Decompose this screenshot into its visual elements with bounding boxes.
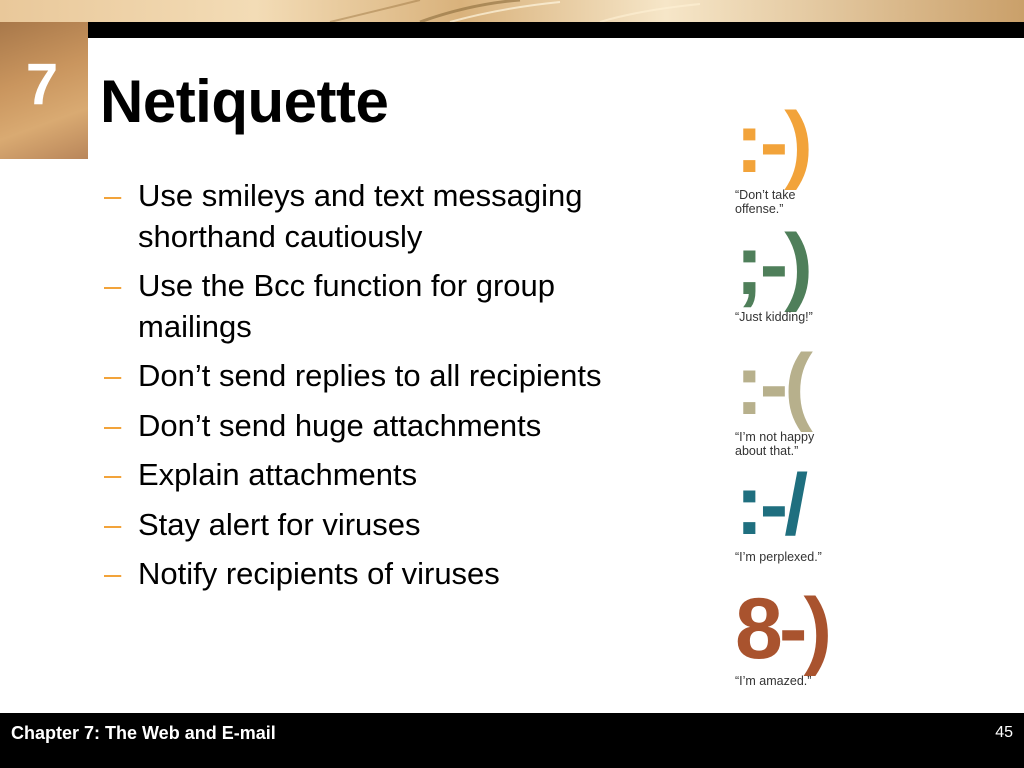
bullet-list — [100, 176, 620, 604]
bullet-text: Don’t send huge attachments — [138, 407, 542, 443]
smiley-face: ;-) — [735, 217, 809, 313]
smiley-caption: “I’m not happy about that.” — [735, 430, 815, 458]
smiley-wink — [735, 217, 813, 324]
bullet-text: Notify recipients of viruses — [138, 556, 500, 591]
smiley-amazed — [735, 581, 829, 688]
smiley-smile — [735, 95, 809, 216]
bullet-text: Use smileys and text messaging shorthand cautiously — [138, 178, 583, 254]
smiley-perplexed — [735, 457, 822, 564]
bullet-dash: – — [104, 506, 122, 542]
bullet-dash: – — [104, 358, 122, 393]
page-number: 45 — [995, 724, 1013, 741]
smiley-face: :-) — [735, 95, 809, 191]
bullet-dash: – — [104, 178, 122, 213]
bullet-text: Use the Bcc function for group mailings — [138, 268, 556, 344]
smiley-face: 8-) — [735, 581, 829, 677]
smiley-face: :-( — [735, 337, 809, 433]
bullet-item — [100, 356, 620, 397]
smiley-caption: “I’m amazed.” — [735, 674, 812, 688]
smiley-caption: “Don’t take offense.” — [735, 188, 796, 216]
slide-title: Netiquette — [100, 68, 389, 135]
bullet-dash: – — [104, 268, 122, 303]
bullet-item — [100, 406, 620, 447]
bullet-dash: – — [104, 556, 122, 591]
bullet-item — [100, 176, 620, 257]
bullet-dash: – — [104, 407, 122, 443]
bullet-text: Explain attachments — [138, 457, 418, 492]
bullet-item — [100, 455, 620, 496]
bullet-item — [100, 554, 620, 595]
footer-bar — [0, 713, 1024, 768]
bullet-item — [100, 266, 620, 347]
smiley-face: :-/ — [735, 457, 805, 553]
footer-chapter-label: Chapter 7: The Web and E-mail — [11, 723, 276, 743]
chapter-number: 7 — [25, 52, 59, 117]
smiley-caption: “I’m perplexed.” — [735, 550, 822, 564]
bullet-text: Don’t send replies to all recipients — [138, 358, 602, 393]
bullet-text: Stay alert for viruses — [138, 506, 421, 542]
smiley-frown — [735, 337, 815, 458]
chapter-tile — [0, 22, 88, 159]
header-black-bar — [88, 22, 1024, 38]
bullet-dash: – — [104, 457, 122, 492]
header-banner-image — [0, 0, 1024, 22]
bullet-item — [100, 505, 620, 546]
smiley-caption: “Just kidding!” — [735, 310, 813, 324]
